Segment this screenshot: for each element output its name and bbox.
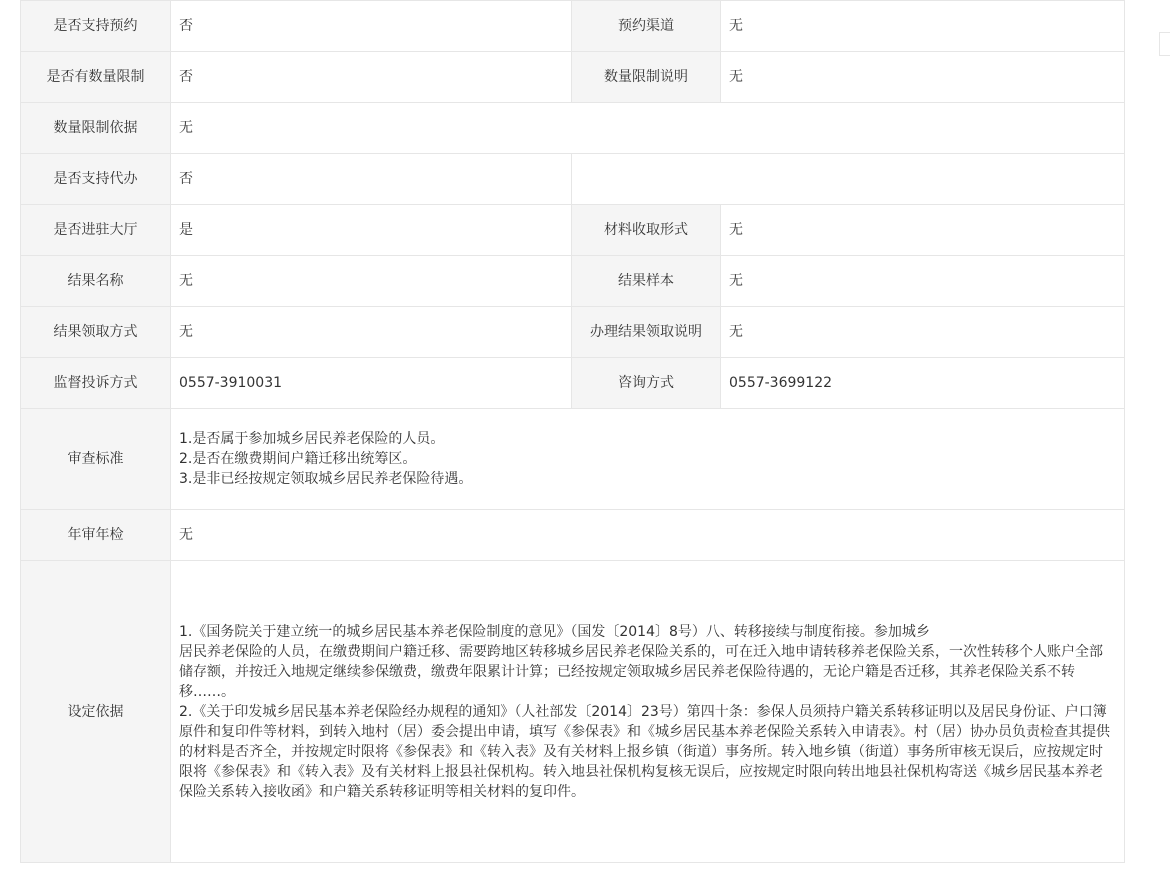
label-result-sample: 结果样本 [572,256,721,307]
label-agent: 是否支持代办 [21,154,171,205]
value-quantity-limit: 否 [171,52,572,103]
row-quantity-basis [21,103,1125,154]
label-appointment-channel: 预约渠道 [572,1,721,52]
value-agent: 否 [171,154,572,205]
label-result-pickup: 结果领取方式 [21,307,171,358]
value-quantity-basis: 无 [171,103,1125,154]
row-supervision [21,358,1125,409]
row-basis [21,561,1125,863]
review-line: 3.是非已经按规定领取城乡居民养老保险待遇。 [179,471,473,487]
empty-cell [572,154,1125,205]
label-review: 审查标准 [21,409,171,510]
basis-paragraph: 2.《关于印发城乡居民基本养老保险经办规程的通知》（人社部发〔2014〕23号）第四十条：参保人员须持户籍关系转移证明以及居民身份证、户口簿原件和复印件等材料，到转入地村（居）委会提出申请，填写《参保表》和《城乡居民基本养老保险关系转入申请表》。村（居）协办员负责检查其提供的材料是否齐全，并按规定时限将《参保表》和《转入表》及有关材料上报乡镇（街道）事务所。转入地乡镇（街道）事务所审核无误后，应按规定时限将《参保表》和《转入表》及有关材料上报县社保机构。转入地县社保机构复核无误后，应按规定时限向转出地县社保机构寄送《城乡居民基本养老保险关系转入接收函》和户籍关系转移证明等相关材料的复印件。 [179,703,1110,800]
value-review [171,409,1125,510]
label-consult: 咨询方式 [572,358,721,409]
basis-paragraph: 居民养老保险的人员，在缴费期间户籍迁移、需要跨地区转移城乡居民养老保险关系的，可在迁入地申请转移养老保险关系，一次性转移个人账户全部储存额，并按迁入地规定继续参保缴费，缴费年限累计计算；已经按规定领取城乡居民养老保险待遇的，无论户籍是否迁移，其养老保险关系不转移……。 [179,643,1103,700]
row-agent [21,154,1125,205]
label-result-pickup-desc: 办理结果领取说明 [572,307,721,358]
label-appointment: 是否支持预约 [21,1,171,52]
value-quantity-limit-desc: 无 [721,52,1125,103]
label-supervision: 监督投诉方式 [21,358,171,409]
label-quantity-limit-desc: 数量限制说明 [572,52,721,103]
row-review [21,409,1125,510]
label-annual: 年审年检 [21,510,171,561]
scrollbar-stub[interactable] [1159,32,1170,56]
value-basis [171,561,1125,863]
row-result-name [21,256,1125,307]
label-basis: 设定依据 [21,561,171,863]
value-supervision-phone: 0557-3910031 [171,358,572,409]
row-result-pickup [21,307,1125,358]
row-annual [21,510,1125,561]
label-result-name: 结果名称 [21,256,171,307]
basis-paragraph: 1.《国务院关于建立统一的城乡居民基本养老保险制度的意见》（国发〔2014〕8号）八、转移接续与制度衔接。参加城乡 [179,623,930,640]
review-line: 2.是否在缴费期间户籍迁移出统筹区。 [179,451,417,467]
label-quantity-basis: 数量限制依据 [21,103,171,154]
value-consult-phone: 0557-3699122 [721,358,1125,409]
value-appointment: 否 [171,1,572,52]
review-line: 1.是否属于参加城乡居民养老保险的人员。 [179,431,445,447]
row-hall [21,205,1125,256]
row-appointment [21,1,1125,52]
label-hall: 是否进驻大厅 [21,205,171,256]
row-quantity-limit [21,52,1125,103]
value-appointment-channel: 无 [721,1,1125,52]
label-quantity-limit: 是否有数量限制 [21,52,171,103]
value-result-pickup: 无 [171,307,572,358]
value-hall: 是 [171,205,572,256]
value-result-name: 无 [171,256,572,307]
value-result-sample: 无 [721,256,1125,307]
value-result-pickup-desc: 无 [721,307,1125,358]
value-annual: 无 [171,510,1125,561]
service-info-table [20,0,1125,863]
label-material-form: 材料收取形式 [572,205,721,256]
value-material-form: 无 [721,205,1125,256]
